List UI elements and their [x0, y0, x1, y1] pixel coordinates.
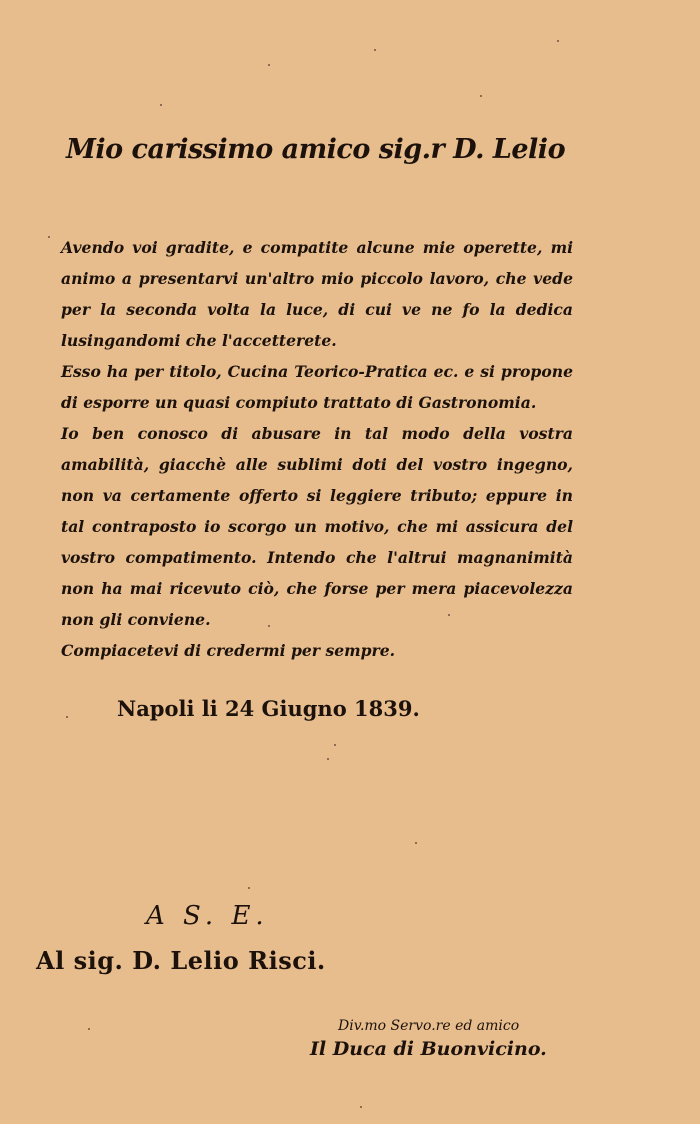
paragraph-3: Io ben conosco di abusare in tal modo della vostra amabilità, giacchè alle sublimi doti del vostro ingegno, non va certamente offerto si leggiere tributo; eppure in tal contraposto io scorgo un motivo, che mi assicura del vostro compatimento. Intendo che l'altrui magnanimità non ha mai ricevuto ciò, che forse per mera piacevolezza non gli conviene.	[61, 424, 573, 629]
dateline: Napoli li 24 Giugno 1839.	[117, 696, 420, 721]
paper-speck	[66, 716, 68, 718]
paper-speck	[448, 614, 450, 616]
paper-speck	[415, 842, 417, 844]
paper-speck	[360, 1106, 362, 1108]
signature-closing: Div.mo Servo.re ed amico	[338, 1018, 520, 1034]
paragraph-4: Compiacetevi di credermi per sempre.	[61, 641, 396, 660]
signature-name: Il Duca di Buonvicino.	[310, 1038, 547, 1060]
paper-speck	[327, 758, 329, 760]
paper-speck	[480, 95, 482, 97]
paper-speck	[268, 625, 270, 627]
paper-speck	[334, 744, 336, 746]
paper-speck	[248, 887, 250, 889]
paper-speck	[88, 1028, 90, 1030]
paper-speck	[160, 104, 162, 106]
paragraph-2: Esso ha per titolo, Cucina Teorico-Pratica ec. e si propone di esporre un quasi compiuto trattato di Gastronomia.	[61, 362, 573, 412]
paper-speck	[374, 49, 376, 51]
addressee: Al sig. D. Lelio Risci.	[36, 946, 326, 975]
paper-speck	[48, 236, 50, 238]
paper-speck	[557, 40, 559, 42]
letter-body	[61, 232, 573, 666]
salutation: Mio carissimo amico sig.r D. Lelio	[66, 134, 566, 165]
dedication-initials: A S. E.	[146, 901, 269, 931]
paragraph-1: Avendo voi gradite, e compatite alcune mie operette, mi animo a presentarvi un'altro mio piccolo lavoro, che vede per la seconda volta la luce, di cui ve ne fo la dedica lusingandomi che l'accetterete.	[61, 238, 573, 350]
paper-speck	[268, 64, 270, 66]
